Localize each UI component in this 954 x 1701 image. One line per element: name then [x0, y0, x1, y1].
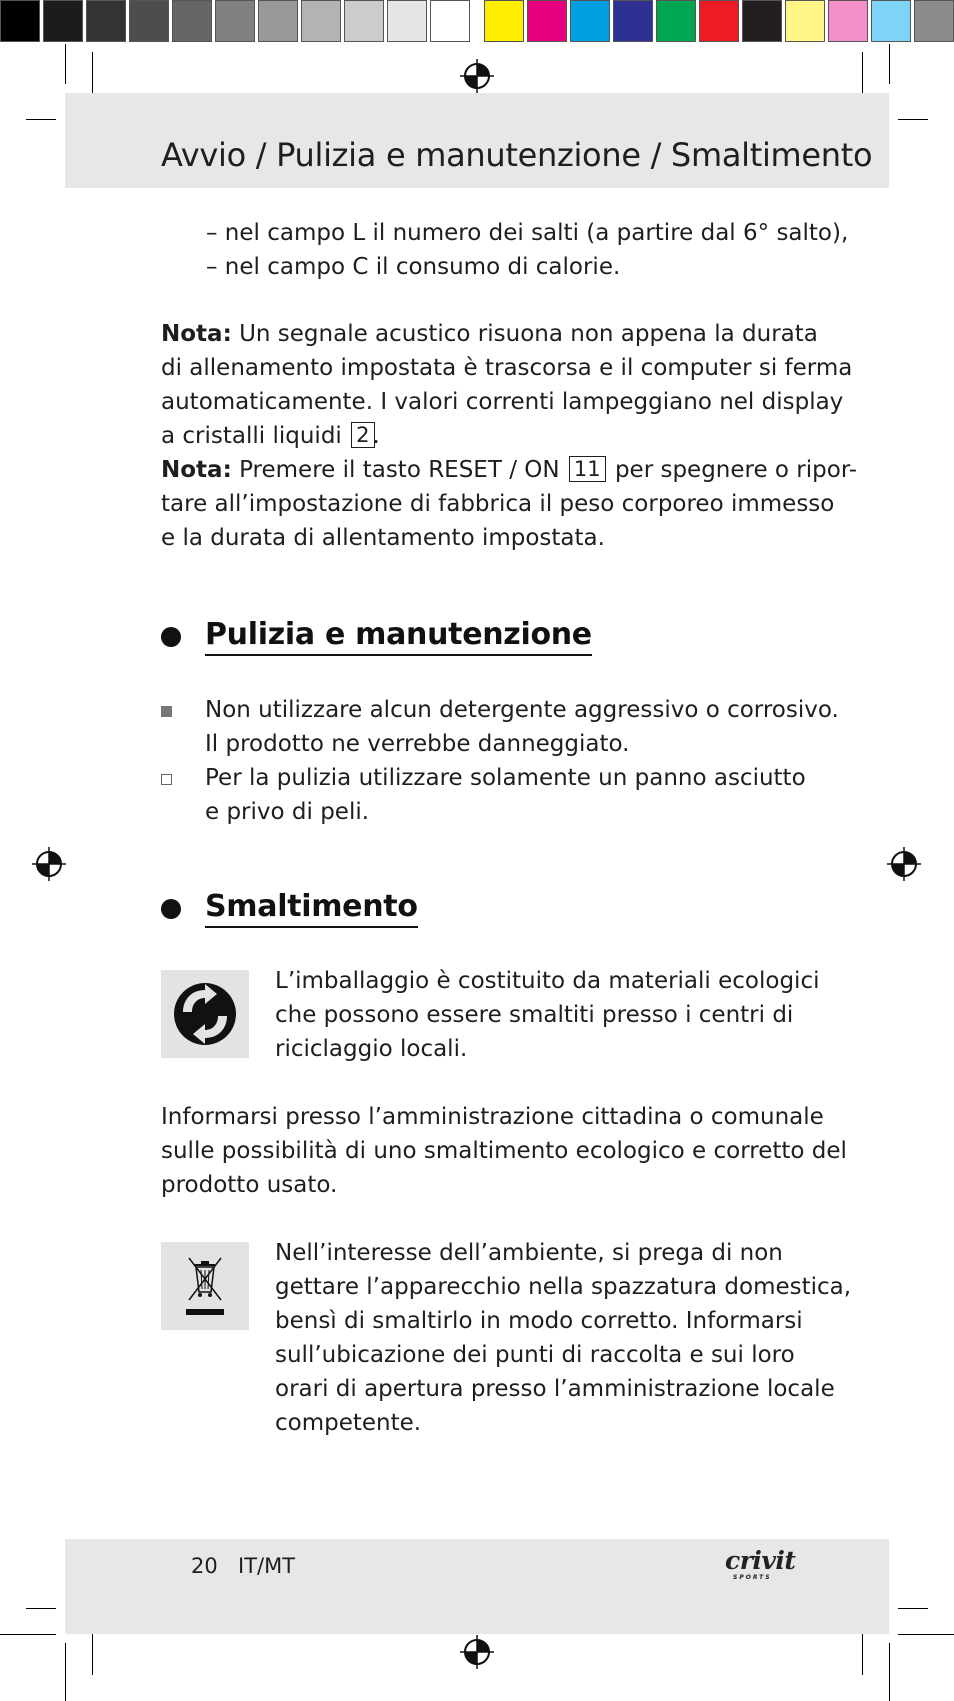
hollow-square-bullet-icon: [161, 774, 172, 785]
weee-text: gettare l’apparecchio nella spazzatura domestica,: [275, 1274, 852, 1300]
brand-logo: crivit: [725, 1546, 796, 1575]
recycling-icon: [161, 970, 249, 1058]
crop-mark: [898, 119, 928, 120]
page-title: Avvio / Pulizia e manutenzione / Smaltimento: [161, 136, 873, 174]
color-calibration-bar: [0, 0, 473, 44]
note-line: [161, 419, 380, 453]
weee-text: competente.: [275, 1410, 422, 1436]
color-swatch: [484, 0, 524, 42]
note-label: Nota:: [161, 457, 232, 483]
registration-mark-icon: [460, 59, 494, 93]
note-text: per spegnere o ripor-: [614, 457, 858, 483]
color-swatch: [172, 0, 212, 42]
info-text: Informarsi presso l’amministrazione cittadina o comunale: [161, 1104, 824, 1130]
color-swatch: [86, 0, 126, 42]
list-item-text: Non utilizzare alcun detergente aggressivo o corrosivo.: [205, 697, 839, 723]
color-swatch: [258, 0, 298, 42]
note-line: automaticamente. I valori correnti lampeggiano nel display: [161, 389, 844, 415]
list-item-text: Per la pulizia utilizzare solamente un panno asciutto: [205, 765, 806, 791]
note-text: .: [372, 423, 380, 449]
crop-mark: [862, 1627, 863, 1675]
brand-logo-sub: SPORTS: [733, 1574, 772, 1581]
info-text: prodotto usato.: [161, 1172, 338, 1198]
registration-mark-icon: [887, 847, 921, 881]
crop-mark: [889, 1643, 890, 1701]
note-text: Un segnale acustico risuona non appena la durata: [239, 321, 818, 347]
note-paragraph: [161, 317, 818, 351]
intro-line: – nel campo L il numero dei salti (a partire dal 6° salto),: [206, 220, 849, 246]
filled-square-bullet-icon: [161, 706, 172, 717]
weee-text: Nell’interesse dell’ambiente, si prega di non: [275, 1240, 783, 1266]
crop-mark: [65, 44, 66, 84]
page-number: 20: [191, 1554, 218, 1578]
recycling-icon-box: [161, 970, 249, 1058]
crop-mark: [92, 1627, 93, 1675]
note-line: e la durata di allentamento impostata.: [161, 525, 605, 551]
color-swatch: [742, 0, 782, 42]
registration-mark-icon: [32, 847, 66, 881]
packaging-text: L’imballaggio è costituito da materiali ecologici: [275, 968, 820, 994]
locale-label: IT/MT: [238, 1554, 296, 1578]
weee-text: sull’ubicazione dei punti di raccolta e sui loro: [275, 1342, 795, 1368]
color-swatch: [699, 0, 739, 42]
color-swatch: [527, 0, 567, 42]
color-swatch: [301, 0, 341, 42]
weee-text: orari di apertura presso l’amministrazione locale: [275, 1376, 835, 1402]
note-text: a cristalli liquidi: [161, 423, 342, 449]
crop-mark: [898, 1608, 928, 1609]
part-reference: 2: [351, 422, 374, 448]
color-swatch: [43, 0, 83, 42]
color-swatch: [914, 0, 954, 42]
list-item-text: Il prodotto ne verrebbe danneggiato.: [205, 731, 630, 757]
color-swatch: [785, 0, 825, 42]
crop-mark: [26, 119, 56, 120]
list-item-text: e privo di peli.: [205, 799, 370, 825]
section-bullet-icon: [161, 627, 181, 647]
note-label: Nota:: [161, 321, 232, 347]
color-swatch: [0, 0, 40, 42]
color-swatch: [613, 0, 653, 42]
info-text: sulle possibilità di uno smaltimento ecologico e corretto del: [161, 1138, 847, 1164]
crop-mark: [65, 1643, 66, 1701]
crop-mark: [0, 1634, 56, 1635]
note-line: tare all’impostazione di fabbrica il peso corporeo immesso: [161, 491, 835, 517]
crossed-bin-icon: [161, 1242, 249, 1330]
section-heading-cleaning: Pulizia e manutenzione: [205, 617, 592, 656]
intro-line: – nel campo C il consumo di calorie.: [206, 254, 621, 280]
color-swatch: [344, 0, 384, 42]
color-swatch: [387, 0, 427, 42]
crop-mark: [889, 44, 890, 84]
part-reference: 11: [569, 456, 606, 482]
note-text: Premere il tasto RESET / ON: [239, 457, 560, 483]
section-bullet-icon: [161, 899, 181, 919]
color-swatch: [129, 0, 169, 42]
color-swatch: [215, 0, 255, 42]
color-swatch: [871, 0, 911, 42]
color-swatch: [570, 0, 610, 42]
crop-mark: [898, 1634, 954, 1635]
note-line: di allenamento impostata è trascorsa e il computer si ferma: [161, 355, 853, 381]
section-heading-disposal: Smaltimento: [205, 889, 418, 928]
note-paragraph: [161, 453, 857, 487]
registration-mark-icon: [460, 1635, 494, 1669]
color-swatch: [656, 0, 696, 42]
crop-mark: [26, 1608, 56, 1609]
weee-icon-box: [161, 1242, 249, 1330]
packaging-text: che possono essere smaltiti presso i centri di: [275, 1002, 794, 1028]
packaging-text: riciclaggio locali.: [275, 1036, 468, 1062]
color-swatch: [828, 0, 868, 42]
color-calibration-bar-right: [484, 0, 954, 44]
weee-text: bensì di smaltirlo in modo corretto. Informarsi: [275, 1308, 803, 1334]
color-swatch: [430, 0, 470, 42]
